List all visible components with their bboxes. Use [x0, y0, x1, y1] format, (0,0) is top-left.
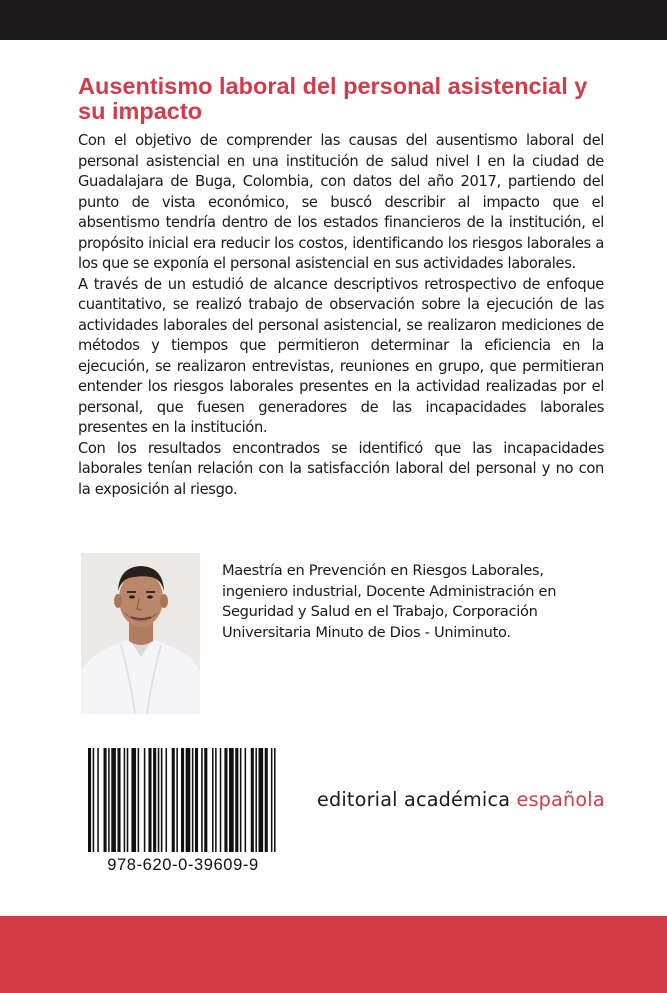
- abstract-paragraph: A través de un estudió de alcance descriptivos retrospectivo de enfoque cuantitativo, se realizó trabajo de observación sobre la ejecución de las actividades laborales del personal asistencial, se realizaron mediciones de métodos y tiempos que permitieron determinar la eficiencia en la ejecución, se realizaron entrevistas, reuniones en grupo, que permitieran entender los riesgos laborales presentes en la actividad realizadas por el personal, que fuesen generadores de las incapacidades laborales presentes en la institución.: [78, 275, 604, 436]
- barcode-bar: [104, 748, 107, 852]
- abstract-paragraph: Con los resultados encontrados se identificó que las incapacidades laborales tenían relación con la satisfacción laboral del personal y no con la exposición al riesgo.: [78, 439, 604, 498]
- barcode-bar: [204, 748, 207, 852]
- barcode-bar: [93, 748, 95, 852]
- barcode-bar: [224, 748, 227, 852]
- author-portrait-illustration: [81, 553, 200, 714]
- barcode-bar: [131, 748, 136, 852]
- barcode-bar: [153, 748, 156, 852]
- barcode-bar: [215, 748, 217, 852]
- barcode-bar: [240, 748, 242, 852]
- barcode-bar: [97, 748, 99, 852]
- barcode-bar: [172, 748, 175, 852]
- abstract: [78, 131, 604, 500]
- barcode-bar: [271, 748, 273, 852]
- barcode-bar: [127, 748, 129, 852]
- barcode-bar: [158, 748, 160, 852]
- barcode-bar: [148, 748, 151, 852]
- publisher-name: editorial académica: [317, 788, 517, 811]
- barcode-bar: [166, 748, 168, 852]
- barcode-bar: [117, 748, 120, 852]
- barcode-bar: [220, 748, 222, 852]
- barcode-bar: [138, 748, 140, 852]
- barcode-bar: [161, 748, 163, 852]
- barcode-bar: [176, 748, 178, 852]
- barcode-bar: [124, 748, 126, 852]
- isbn-number: 978-620-0-39609-9: [107, 856, 259, 874]
- barcode-bar: [144, 748, 146, 852]
- bottom-band: [0, 916, 667, 993]
- barcode-bar: [235, 748, 238, 852]
- book-title: Ausentismo laboral del personal asistencial y su impacto: [78, 73, 588, 124]
- barcode-bar: [195, 748, 198, 852]
- barcode-bar: [259, 748, 264, 852]
- barcode: [86, 748, 280, 858]
- barcode-bar: [251, 748, 254, 852]
- barcode-bar: [88, 748, 91, 852]
- top-band: [0, 0, 667, 40]
- barcode-bar: [255, 748, 257, 852]
- author-photo: [81, 553, 200, 714]
- barcode-graphic: [86, 748, 280, 854]
- barcode-bar: [212, 748, 214, 852]
- barcode-bar: [229, 748, 234, 852]
- abstract-paragraph: Con el objetivo de comprender las causas del ausentismo laboral del personal asistencial en una institución de salud nivel I en la ciudad de Guadalajara de Buga, Colombia, con datos del año 2017, partiendo del punto de vista económico, se buscó describir al impacto que el absentismo tendría dentro de los estados financieros de la institución, el propósito inicial era reducir los costos, identificando los riesgos laborales a los que se exponía el personal asistencial en sus actividades laborales.: [78, 132, 604, 272]
- barcode-bar: [111, 748, 116, 852]
- publisher-name-accent: española: [516, 788, 605, 811]
- publisher-logo: [317, 788, 617, 811]
- barcode-bar: [265, 748, 268, 852]
- author-bio: Maestría en Prevención en Riesgos Laborales, ingeniero industrial, Docente Administración en Seguridad y Salud en el Trabajo, Corporación Universitaria Minuto de Dios - Uniminuto.: [222, 562, 557, 641]
- barcode-bar: [192, 748, 194, 852]
- barcode-bar: [245, 748, 247, 852]
- barcode-bar: [181, 748, 184, 852]
- barcode-bar: [108, 748, 110, 852]
- barcode-bar: [274, 748, 276, 852]
- barcode-bar: [201, 748, 203, 852]
- barcode-bar: [186, 748, 191, 852]
